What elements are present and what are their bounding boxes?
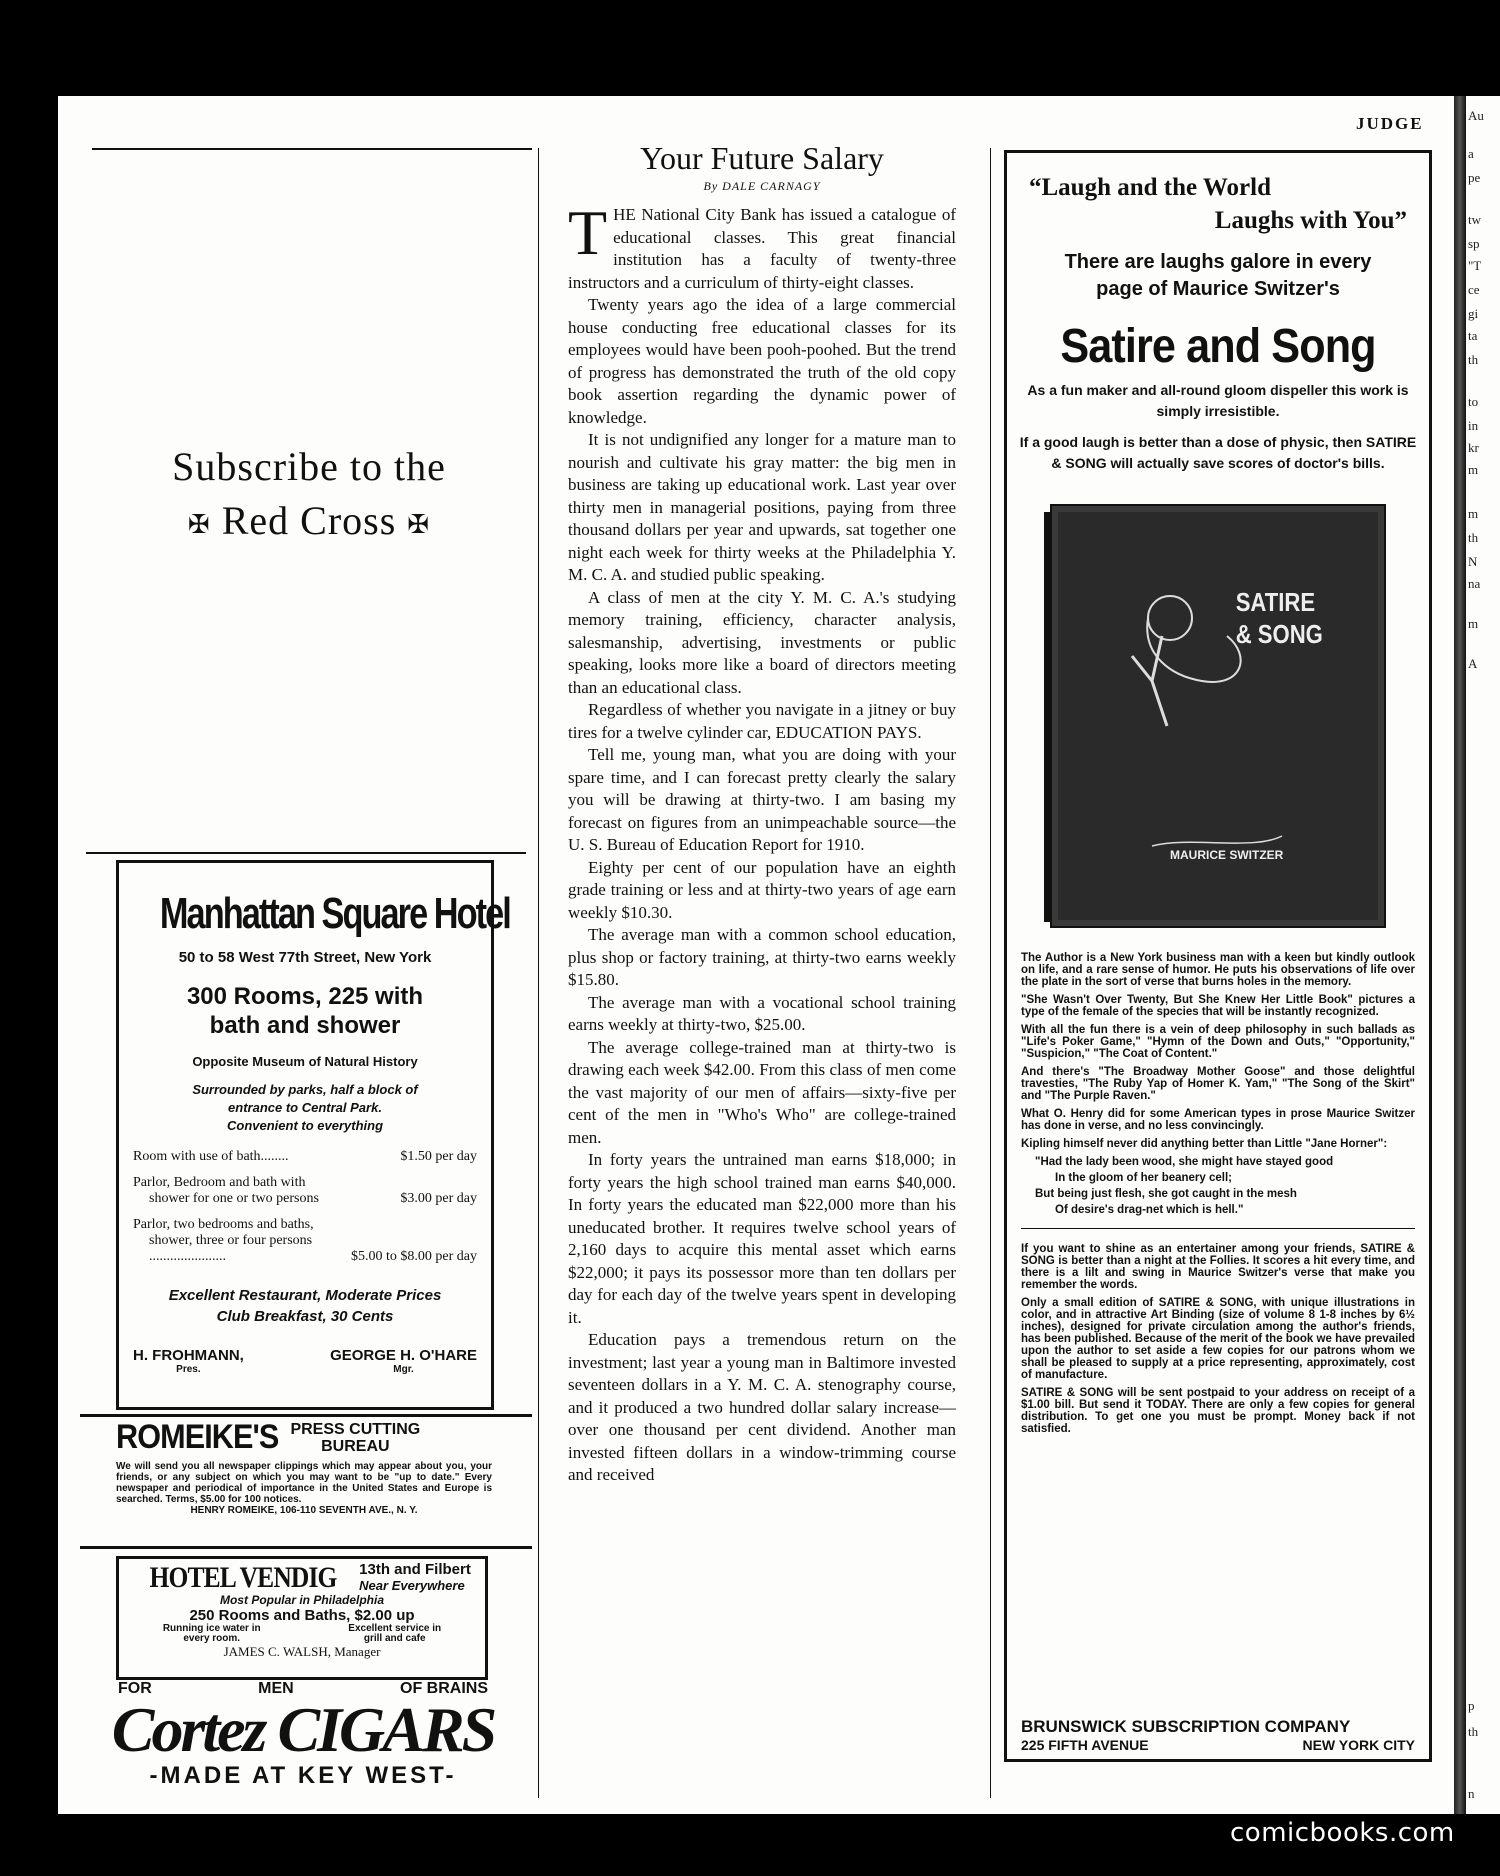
bureau-line2: BUREAU: [321, 1437, 390, 1455]
cross-icon: ✠: [187, 509, 211, 539]
article-paragraph: Twenty years ago the idea of a large commercial house conducting free educational classes for its employees would have been pooh-poohed. But the trend of progress has demonstrated the truth of the old copy book assertion regarding the dynamic power of knowledge.: [568, 295, 956, 427]
article-body: [568, 197, 956, 1487]
satire-song-ad: [1004, 150, 1432, 1762]
book-cover-title: [1236, 586, 1323, 650]
cross-icon: ✠: [407, 509, 431, 539]
verse-line: Of desire's drag-net which is hell.": [1055, 1204, 1244, 1216]
strip-fragment: kr: [1468, 440, 1479, 455]
column-rule-right: [990, 148, 991, 1798]
subhead-line2: page of Maurice Switzer's: [1096, 278, 1340, 300]
strip-fragment: tw: [1468, 212, 1481, 227]
hotel-opposite: Opposite Museum of Natural History: [192, 1054, 418, 1069]
rooms-line1: 300 Rooms, 225 with: [186, 983, 424, 1010]
manager-name: GEORGE H. O'HARE: [330, 1347, 477, 1364]
strip-fragment: gi: [1468, 306, 1479, 321]
tagline-for: FOR: [118, 1680, 152, 1697]
description-paragraph: Only a small edition of SATIRE & SONG, with unique illustrations in color, and in attractive Art Binding (size of volume 8 1-8 inches by 6½ inches), designed for private circulation among the author's friends, has been published. Because of the merit of the book we have prevailed upon the author to set aside a few copies for our patrons whom we shall be pleased to supply at a price representing, approximately, cost of manufacture.: [1021, 1297, 1415, 1381]
description-paragraph: The Author is a New York business man with a keen but kindly outlook on life, and a rare sense of humor. He puts his observations of life over the plate in the sort of verse that burns holes in the memory.: [1021, 952, 1415, 988]
rate-row: [133, 1175, 477, 1207]
vendig-popular: Most Popular in Philadelphia: [219, 1593, 384, 1607]
service-line: grill and cafe: [363, 1633, 426, 1644]
page-binding: [1454, 96, 1466, 1814]
strip-fragment: A: [1468, 656, 1478, 671]
ad-description: [1021, 952, 1415, 1435]
subhead-line1: There are laughs galore in every: [1064, 251, 1372, 273]
article-paragraph: Tell me, young man, what you are doing with your spare time, and I can forecast pretty clearly the salary you will be drawing at thirty-two. I am basing my forecast on figures from an unimpeachable source—the U. S. Bureau of Education Report for 1910.: [568, 745, 956, 854]
city: NEW YORK CITY: [1302, 1737, 1415, 1753]
ad-divider: [1021, 1228, 1415, 1229]
vendig-rule: [80, 1546, 532, 1549]
article-paragraph: Regardless of whether you navigate in a jitney or buy tires for a twelve cylinder car, EDUCATION PAYS.: [568, 700, 956, 742]
article-paragraph: Eighty per cent of our population have an eighth grade training or less and at thirty-two years of age earn weekly $10.30.: [568, 857, 956, 922]
article-paragraph: The average man with a common school education, plus shop or factory training, at thirty-two earns weekly $15.80.: [568, 925, 956, 989]
hotel-managers: [133, 1347, 477, 1375]
ad-footer: [1021, 1717, 1415, 1753]
manager-right: [330, 1347, 477, 1375]
vendig-services: [119, 1624, 485, 1644]
service-line: Excellent service in: [348, 1623, 442, 1634]
red-cross-label: Red Cross: [221, 498, 397, 543]
hotel-rule: [86, 852, 526, 854]
book-title-line1: SATIRE: [1235, 587, 1316, 617]
article-title: Your Future Salary: [640, 140, 884, 176]
description-paragraph: And there's "The Broadway Mother Goose" and those delightful travesties, "The Ruby Yap of Homer K. Yam," "The Song of the Skirt" and "The Purple Raven.": [1021, 1066, 1415, 1102]
rate-label: Parlor, Bedroom and bath with: [133, 1175, 306, 1190]
red-cross-notice: [92, 440, 526, 552]
quoted-verse: [1035, 1156, 1415, 1216]
hotel-ad: [116, 860, 510, 1410]
rate-label: Room with use of bath........: [133, 1149, 289, 1164]
vendig-rooms: 250 Rooms and Baths, $2.00 up: [189, 1607, 415, 1624]
romeike-address: HENRY ROMEIKE, 106-110 SEVENTH AVE., N. Y.: [190, 1505, 418, 1516]
top-rule-left: [92, 148, 532, 150]
service-right: [348, 1624, 441, 1644]
service-line: Running ice water in: [162, 1623, 261, 1634]
article-byline: By DALE CARNAGY: [703, 179, 821, 193]
ad-pitch: If a good laugh is better than a dose of physic, then SATIRE & SONG will actually save scores of doctor's bills.: [1019, 434, 1417, 471]
rate-label: Parlor, two bedrooms and baths,: [133, 1217, 314, 1232]
rate-dots: ......................: [149, 1249, 226, 1264]
bureau-line1: PRESS CUTTING: [290, 1420, 421, 1438]
strip-fragment: a: [1468, 146, 1474, 161]
manager-name: H. FROHMANN,: [133, 1347, 244, 1364]
subscribe-line1: Subscribe to the: [172, 444, 446, 489]
strip-fragment: th: [1468, 530, 1479, 545]
hotel-rooms: [119, 982, 491, 1040]
rate-row: [133, 1217, 477, 1265]
rate-line: [133, 1191, 477, 1207]
strip-fragment: th: [1468, 352, 1479, 367]
running-head: JUDGE: [1356, 114, 1424, 133]
headline-line1: “Laugh and the World: [1029, 174, 1271, 201]
restaurant-line: Excellent Restaurant, Moderate Prices: [168, 1287, 442, 1304]
strip-fragment: ce: [1468, 282, 1480, 297]
cortez-made: -MADE AT KEY WEST-: [149, 1762, 457, 1789]
article-paragraph: [568, 197, 956, 294]
verse-line: In the gloom of her beanery cell;: [1055, 1172, 1233, 1184]
article-paragraph: A class of men at the city Y. M. C. A.'s studying memory training, efficiency, character analysis, salesmanship, advertising, investments or public speaking, looks more like a board of directors meeting than an educational class.: [568, 587, 956, 697]
book-cover-image: [1050, 504, 1386, 928]
manager-title: Pres.: [176, 1364, 201, 1375]
hotel-name: Manhattan Square Hotel: [159, 889, 510, 938]
strip-fragment: m: [1468, 462, 1479, 477]
strip-fragment: in: [1468, 418, 1479, 433]
description-paragraph: SATIRE & SONG will be sent postpaid to your address on receipt of a $1.00 bill. But send it TODAY. There are only a few copies for general distribution. To get one you must be prompt. Money back if not satisfied.: [1021, 1387, 1415, 1435]
hotel-surrounded: [119, 1081, 491, 1135]
verse-line: "Had the lady been wood, she might have stayed good: [1035, 1156, 1334, 1168]
strip-fragment: n: [1468, 1786, 1475, 1801]
vendig-street: 13th and Filbert: [359, 1561, 471, 1578]
article-paragraph: In forty years the untrained man earns $18,000; in forty years the high school trained man earns $40,000. In forty years the educated man $22,000 more than his uneducated brother. It requires twelve school years of 2,160 days to acquire this mental asset which earns $22,000; it pays its possessor more than ten dollars per day for each day of the twelve years spent in developing it.: [568, 1150, 956, 1327]
romeike-rule: [80, 1414, 532, 1417]
paragraph-text: HE National City Bank has issued a catalogue of educational classes. This great financial institution has a faculty of twenty-three instructors and a curriculum of thirty-eight classes.: [568, 205, 956, 292]
romeike-body: We will send you all newspaper clippings which may appear about you, your friends, or any subject on which you may want to be "up to date." Every newspaper and periodical of importance in the United States and Europe is searched. Terms, $5.00 for 100 notices.: [116, 1461, 492, 1505]
strip-fragment: na: [1468, 576, 1481, 591]
description-paragraph: "She Wasn't Over Twenty, But She Knew Her Little Book" pictures a type of the female of the species that will be instantly recognized.: [1021, 994, 1415, 1018]
rate-label: shower, three or four persons: [149, 1233, 313, 1248]
description-paragraph: What O. Henry did for some American types in prose Maurice Switzer has done in verse, and no less convincingly.: [1021, 1108, 1415, 1132]
breakfast-line: Club Breakfast, 30 Cents: [216, 1308, 394, 1325]
rate-value: $1.50 per day: [400, 1149, 477, 1164]
ad-pitch: As a fun maker and all-round gloom dispeller this work is simply irresistible.: [1027, 382, 1409, 419]
column-rule-left: [538, 148, 539, 1798]
vendig-near: Near Everywhere: [359, 1578, 465, 1593]
strip-fragment: Au: [1468, 108, 1484, 123]
strip-fragment: "T: [1468, 258, 1482, 273]
tagline-brains: OF BRAINS: [400, 1680, 488, 1697]
drop-cap: T: [568, 197, 608, 268]
tagline-men: MEN: [258, 1680, 294, 1697]
ad-title: Satire and Song: [1060, 320, 1376, 373]
vendig-header: [119, 1561, 485, 1595]
strip-fragment: ta: [1468, 328, 1478, 343]
company-address: [1021, 1737, 1415, 1753]
description-paragraph: If you want to shine as an entertainer among your friends, SATIRE & SONG is better than a night at the Follies. It scores a hit every time, and there is a lilt and swing in Maurice Switzer's verse that make you remember the words.: [1021, 1243, 1415, 1291]
company-name: BRUNSWICK SUBSCRIPTION COMPANY: [1021, 1717, 1351, 1736]
manager-left: [133, 1347, 244, 1375]
ad-headline: [1029, 171, 1429, 237]
rate-label: shower for one or two persons: [149, 1191, 319, 1206]
street-address: 225 FIFTH AVENUE: [1021, 1737, 1149, 1753]
rate-value: $3.00 per day: [400, 1191, 477, 1206]
rate-table: [133, 1149, 477, 1265]
strip-fragment: pe: [1468, 170, 1481, 185]
surrounded-line1: Surrounded by parks, half a block of: [192, 1082, 418, 1097]
manager-title: Mgr.: [393, 1364, 414, 1375]
verse-line: But being just flesh, she got caught in the mesh: [1035, 1188, 1297, 1200]
strip-fragment: th: [1468, 1724, 1479, 1739]
hotel-restaurant: [119, 1285, 491, 1327]
headline-line2: Laughs with You”: [1214, 207, 1407, 234]
next-page-strip: [1466, 96, 1500, 1814]
rate-line: [133, 1249, 477, 1265]
hotel-address: 50 to 58 West 77th Street, New York: [178, 949, 432, 966]
article-paragraph: The average college-trained man at thirty-two is drawing each week $42.00. From this class of men come the vast majority of our men of affairs—sixty-five per cent of the men in "Who's Who" are college-trained men.: [568, 1037, 956, 1147]
ad-subhead: [1007, 249, 1429, 303]
watermark: comicbooks.com: [1230, 1818, 1455, 1848]
article: [568, 140, 956, 1487]
rooms-line2: bath and shower: [209, 1012, 401, 1039]
article-paragraph: Education pays a tremendous return on the investment; last year a young man in Baltimore invested seventeen dollars in a Y. M. C. A. stenography course, and it produced a two hundred dollar salary increase—over one thousand per cent dividend. Another man invested fifteen dollars in a window-trimming course and received: [568, 1330, 956, 1484]
service-line: every room.: [183, 1633, 241, 1644]
article-paragraph: The average man with a vocational school training earns weekly at thirty-two, $25.00.: [568, 992, 956, 1034]
vendig-manager: JAMES C. WALSH, Manager: [223, 1644, 381, 1659]
book-illustration: [1052, 506, 1384, 926]
strip-fragment: p: [1468, 1698, 1475, 1713]
romeike-header: [116, 1418, 492, 1457]
description-paragraph: With all the fun there is a vein of deep philosophy in such ballads as "Life's Poker Game," "Hymn of the Down and Outs," "Opportunity," "Suspicion," "The Coat of Content.": [1021, 1024, 1415, 1060]
strip-fragment: m: [1468, 616, 1479, 631]
romeike-ad: [116, 1418, 492, 1516]
cortez-ad: [110, 1680, 496, 1810]
cortez-logo: Cortez CIGARS: [111, 1694, 495, 1765]
article-paragraph: It is not undignified any longer for a mature man to nourish and cultivate his gray matter: the big men in business are taking up educational work. Last year over thirty men in managerial positions, paying from three thousand dollars per year and upwards, sat together one night each week for thirty weeks at the Philadelphia Y. M. C. A. and studied public speaking.: [568, 430, 956, 584]
surrounded-line3: Convenient to everything: [226, 1118, 384, 1133]
vendig-ad: [116, 1556, 488, 1680]
strip-fragment: m: [1468, 506, 1479, 521]
subscribe-line2: [92, 494, 526, 552]
strip-fragment: to: [1468, 394, 1479, 409]
book-title-line2: & SONG: [1235, 619, 1323, 649]
surrounded-line2: entrance to Central Park.: [228, 1100, 382, 1115]
vendig-name: HOTEL VENDIG: [149, 1561, 337, 1594]
service-left: [163, 1624, 261, 1644]
vendig-location: [359, 1562, 471, 1594]
description-paragraph: Kipling himself never did anything better than Little "Jane Horner":: [1021, 1138, 1388, 1150]
book-cover-author: MAURICE SWITZER: [1170, 848, 1284, 862]
romeike-bureau: [290, 1421, 420, 1455]
strip-fragment: sp: [1468, 236, 1480, 251]
rate-row: [133, 1149, 477, 1165]
rate-value: $5.00 to $8.00 per day: [351, 1249, 477, 1264]
romeike-name: ROMEIKE'S: [116, 1418, 279, 1456]
strip-fragment: N: [1468, 554, 1478, 569]
